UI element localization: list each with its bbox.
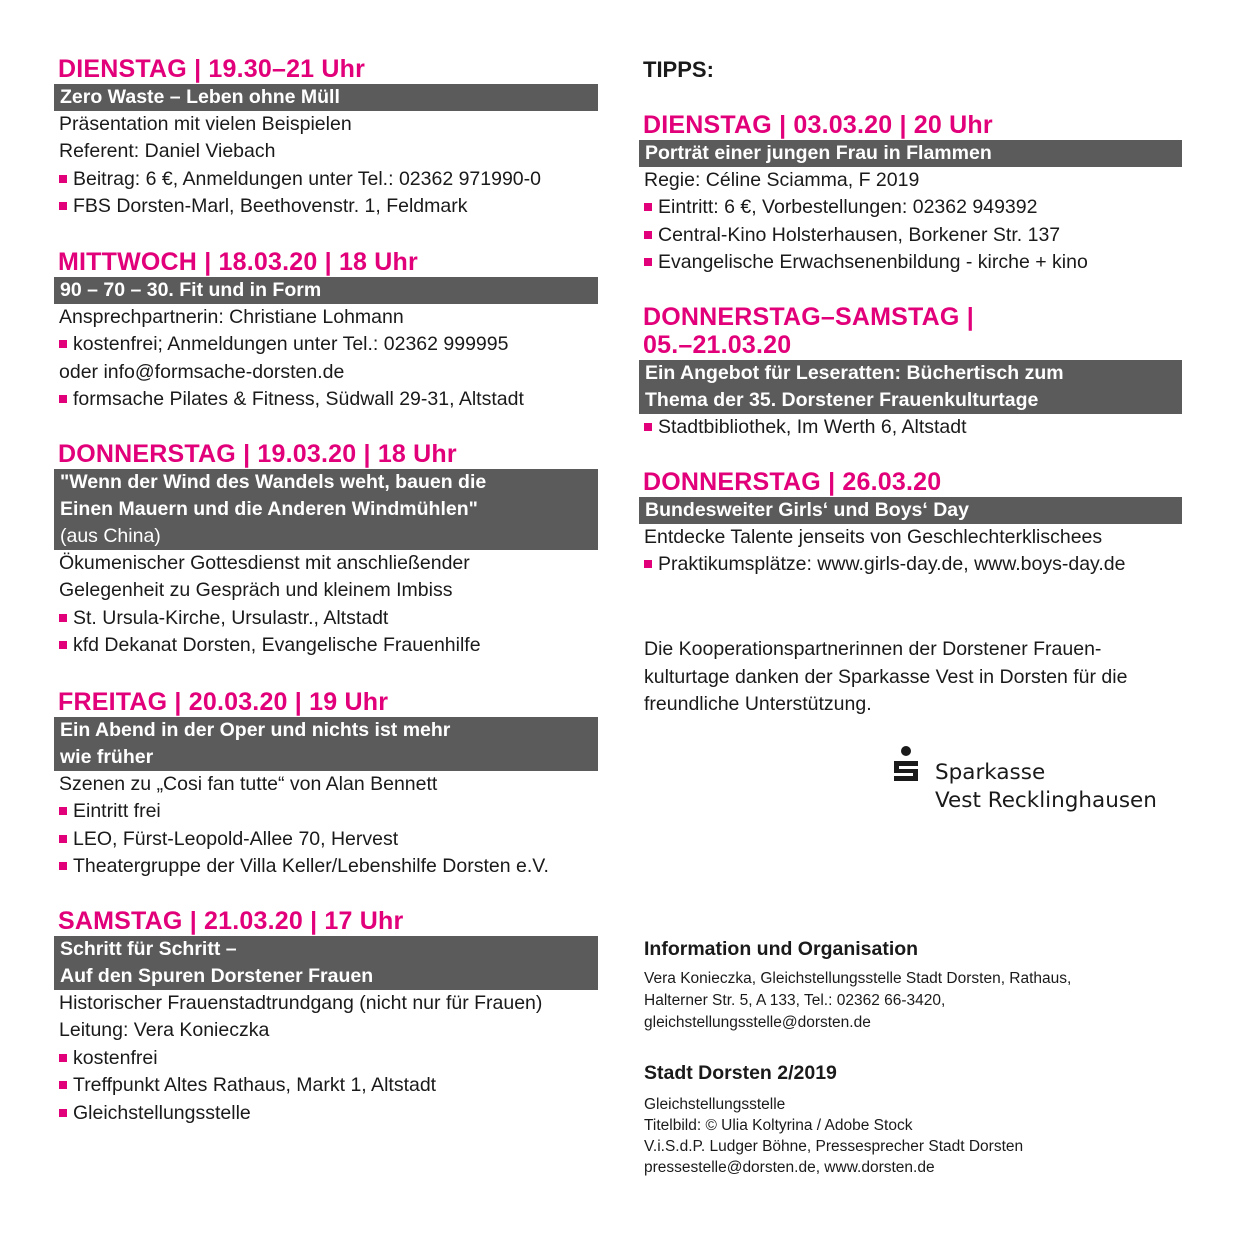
bullet-square-icon xyxy=(59,395,67,403)
event-title-bar xyxy=(54,936,598,990)
event-detail-line: Evangelische Erwachsenenbildung - kirche + kino xyxy=(639,249,1182,276)
bullet-square-icon xyxy=(59,862,67,870)
event-title-line: Ein Abend in der Oper und nichts ist mehr xyxy=(60,719,451,741)
sparkasse-logo-icon xyxy=(889,745,923,789)
bullet-square-icon xyxy=(59,175,67,183)
event-freitag xyxy=(54,688,598,881)
event-detail-line: St. Ursula-Kirche, Ursulastr., Altstadt xyxy=(54,605,598,632)
event-title-bar xyxy=(54,84,598,111)
event-detail-line: Entdecke Talente jenseits von Geschlechterklischees xyxy=(644,526,1103,548)
tipps-heading: TIPPS: xyxy=(643,57,714,82)
imprint-block xyxy=(644,1094,1023,1178)
bullet-square-icon xyxy=(644,423,652,431)
event-title-line: Bundesweiter Girls‘ und Boys‘ Day xyxy=(645,499,969,521)
thanks-line: kulturtage danken der Sparkasse Vest in Dorsten für die xyxy=(644,665,1128,688)
event-mittwoch xyxy=(54,248,598,414)
event-day-heading: FREITAG | 20.03.20 | 19 Uhr xyxy=(58,688,389,716)
event-detail-line: Stadtbibliothek, Im Werth 6, Altstadt xyxy=(639,414,1182,441)
event-title-line: Auf den Spuren Dorstener Frauen xyxy=(60,965,374,987)
event-day-heading: DONNERSTAG–SAMSTAG | xyxy=(643,303,974,331)
event-detail-line: Gleichstellungsstelle xyxy=(54,1100,598,1127)
event-title-line: Porträt einer jungen Frau in Flammen xyxy=(645,142,992,164)
bullet-square-icon xyxy=(644,203,652,211)
thanks-line: Die Kooperationspartnerinnen der Dorstener Frauen- xyxy=(644,638,1102,660)
sparkasse-logo-text: Sparkasse Vest Recklinghausen xyxy=(935,760,1157,813)
imprint-line: pressestelle@dorsten.de, www.dorsten.de xyxy=(644,1159,935,1176)
bullet-square-icon xyxy=(59,807,67,815)
bullet-square-icon xyxy=(59,835,67,843)
event-detail-line: oder info@formsache-dorsten.de xyxy=(59,360,345,383)
event-title-bar xyxy=(639,140,1182,167)
tipp-event-girls-boys-day xyxy=(639,468,1182,579)
event-title-bar xyxy=(639,360,1182,414)
event-detail-line: Regie: Céline Sciamma, F 2019 xyxy=(644,169,920,191)
event-detail-line: kostenfrei; Anmeldungen unter Tel.: 02362 999995 xyxy=(54,331,598,358)
event-day-heading: DIENSTAG | 19.30–21 Uhr xyxy=(58,55,366,83)
bullet-square-icon xyxy=(59,1081,67,1089)
bullet-square-icon xyxy=(59,202,67,210)
event-detail-line: Referent: Daniel Viebach xyxy=(59,140,276,163)
tipp-event-buechertisch xyxy=(639,303,1182,441)
info-line: Vera Konieczka, Gleichstellungsstelle Stadt Dorsten, Rathaus, xyxy=(644,970,1072,987)
imprint-line: Gleichstellungsstelle xyxy=(644,1096,786,1113)
event-title-line: Thema der 35. Dorstener Frauenkulturtage xyxy=(645,389,1039,411)
imprint-heading: Stadt Dorsten 2/2019 xyxy=(644,1062,837,1084)
event-title-line: Einen Mauern und die Anderen Windmühlen" xyxy=(60,498,478,520)
event-title-subline: (aus China) xyxy=(60,525,161,547)
info-line: gleichstellungsstelle@dorsten.de xyxy=(644,1014,871,1031)
bullet-square-icon xyxy=(644,560,652,568)
event-detail-line: kostenfrei xyxy=(54,1045,598,1072)
event-detail-line: Präsentation mit vielen Beispielen xyxy=(59,113,352,135)
event-title-bar xyxy=(54,469,598,550)
event-detail-line: Ökumenischer Gottesdienst mit anschließender xyxy=(59,552,470,574)
event-title-line: "Wenn der Wind des Wandels weht, bauen die xyxy=(60,471,487,493)
event-title-line: Ein Angebot für Leseratten: Büchertisch zum xyxy=(645,362,1064,384)
event-day-heading: DONNERSTAG | 19.03.20 | 18 Uhr xyxy=(58,440,457,468)
event-detail-line: Ansprechpartnerin: Christiane Lohmann xyxy=(59,306,404,328)
bullet-square-icon xyxy=(59,1054,67,1062)
bullet-square-icon xyxy=(644,258,652,266)
event-detail-line: Beitrag: 6 €, Anmeldungen unter Tel.: 02362 971990-0 xyxy=(54,166,598,193)
event-samstag xyxy=(54,907,598,1127)
event-detail-line: Theatergruppe der Villa Keller/Lebenshilfe Dorsten e.V. xyxy=(54,853,598,880)
bullet-square-icon xyxy=(59,1109,67,1117)
event-donnerstag xyxy=(54,440,598,660)
event-detail-line: Historischer Frauenstadtrundgang (nicht nur für Frauen) xyxy=(59,992,543,1014)
event-title-line: wie früher xyxy=(60,746,154,768)
event-detail-line: Praktikumsplätze: www.girls-day.de, www.boys-day.de xyxy=(639,551,1182,578)
event-detail-line: Treffpunkt Altes Rathaus, Markt 1, Altstadt xyxy=(54,1072,598,1099)
event-day-heading: MITTWOCH | 18.03.20 | 18 Uhr xyxy=(58,248,418,276)
event-detail-line: formsache Pilates & Fitness, Südwall 29-31, Altstadt xyxy=(54,386,598,413)
sparkasse-logo xyxy=(889,745,1157,813)
event-dienstag xyxy=(54,55,598,221)
event-detail-line: Szenen zu „Cosi fan tutte“ von Alan Bennett xyxy=(59,773,438,795)
info-line: Halterner Str. 5, A 133, Tel.: 02362 66-3420, xyxy=(644,992,946,1009)
bullet-square-icon xyxy=(59,641,67,649)
thanks-line: freundliche Unterstützung. xyxy=(644,693,872,715)
event-detail-line: Eintritt: 6 €, Vorbestellungen: 02362 949392 xyxy=(639,194,1182,221)
event-title-bar xyxy=(54,277,598,304)
event-detail-line: Gelegenheit zu Gespräch und kleinem Imbiss xyxy=(59,579,453,602)
info-block xyxy=(644,968,1071,1034)
event-detail-line: Central-Kino Holsterhausen, Borkener Str. 137 xyxy=(639,222,1182,249)
event-title-line: Zero Waste – Leben ohne Müll xyxy=(60,86,340,108)
event-day-heading: DONNERSTAG | 26.03.20 xyxy=(643,468,942,496)
event-detail-line: Leitung: Vera Konieczka xyxy=(59,1019,270,1042)
event-day-heading: DIENSTAG | 03.03.20 | 20 Uhr xyxy=(643,111,993,139)
imprint-line: V.i.S.d.P. Ludger Böhne, Pressesprecher Stadt Dorsten xyxy=(644,1138,1024,1155)
imprint-line: Titelbild: © Ulia Koltyrina / Adobe Stock xyxy=(644,1117,913,1134)
tipp-event-kino xyxy=(639,111,1182,277)
event-detail-line: Eintritt frei xyxy=(54,798,598,825)
event-day-heading: 05.–21.03.20 xyxy=(643,331,792,359)
info-heading: Information und Organisation xyxy=(644,938,919,960)
event-detail-line: FBS Dorsten-Marl, Beethovenstr. 1, Feldmark xyxy=(54,193,598,220)
event-title-line: 90 – 70 – 30. Fit und in Form xyxy=(60,279,322,301)
event-title-bar xyxy=(54,717,598,771)
bullet-square-icon xyxy=(59,614,67,622)
bullet-square-icon xyxy=(59,340,67,348)
thanks-paragraph xyxy=(644,636,1127,719)
event-title-line: Schritt für Schritt – xyxy=(60,938,237,960)
event-detail-line: kfd Dekanat Dorsten, Evangelische Frauenhilfe xyxy=(54,632,598,659)
event-day-heading: SAMSTAG | 21.03.20 | 17 Uhr xyxy=(58,907,404,935)
event-detail-line: LEO, Fürst-Leopold-Allee 70, Hervest xyxy=(54,826,598,853)
bullet-square-icon xyxy=(644,231,652,239)
event-title-bar xyxy=(639,497,1182,524)
